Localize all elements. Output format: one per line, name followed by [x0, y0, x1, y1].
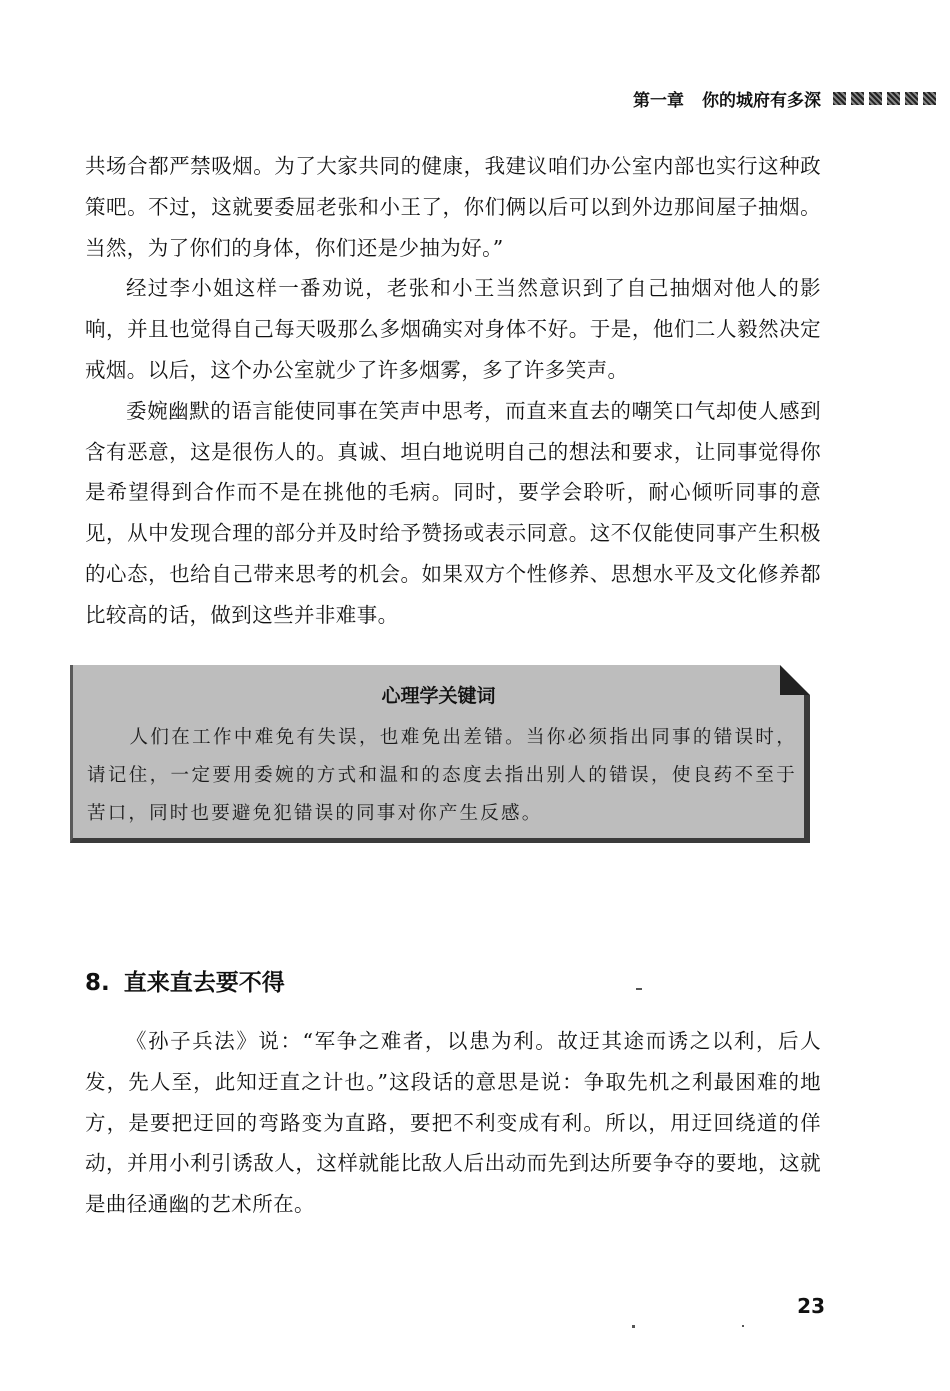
scan-speck	[742, 1325, 744, 1327]
paragraph: 《孙子兵法》说：“军争之难者，以患为利。故迂其途而诱之以利，后人发，先人至，此知迂直之计也。”这段话的意思是说：争取先机之利最困难的地方，是要把迂回的弯路变为直路，要把不利变成有利。所以，用迂回绕道的佯动，并用小利引诱敌人，这样就能比敌人后出动而先到达所要争夺的要地，这就是曲径通幽的艺术所在。	[85, 1029, 821, 1217]
chapter-label: 第一章	[633, 91, 684, 111]
keyword-box-title: 心理学关键词	[381, 685, 496, 707]
paragraph: 经过李小姐这样一番劝说，老张和小王当然意识到了自己抽烟对他人的影响，并且也觉得自己每天吸那么多烟确实对身体不好。于是，他们二人毅然决定戒烟。以后，这个办公室就少了许多烟雾，多了许多笑声。	[85, 276, 821, 382]
running-header	[633, 86, 936, 111]
section-number: 8.	[85, 970, 110, 996]
paragraph: 委婉幽默的语言能使同事在笑声中思考，而直来直去的嘲笑口气却使人感到含有恶意，这是很伤人的。真诚、坦白地说明自己的想法和要求，让同事觉得你是希望得到合作而不是在挑他的毛病。同时，要学会聆听，耐心倾听同事的意见，从中发现合理的部分并及时给予赞扬或表示同意。这不仅能使同事产生积极的心态，也给自己带来思考的机会。如果双方个性修养、思想水平及文化修养都比较高的话，做到这些并非难事。	[85, 398, 821, 627]
paragraph: 共场合都严禁吸烟。为了大家共同的健康，我建议咱们办公室内部也实行这种政策吧。不过，这就要委屈老张和小王了，你们俩以后可以到外边那间屋子抽烟。当然，为了你们的身体，你们还是少抽为好。”	[85, 154, 821, 260]
scan-speck	[632, 1325, 635, 1328]
body-text-block	[85, 1021, 821, 1225]
page-number: 23	[797, 1294, 825, 1318]
folded-corner	[780, 665, 810, 695]
scan-speck	[636, 988, 642, 990]
header-ornament	[833, 92, 936, 105]
psychology-keyword-box	[70, 665, 810, 843]
section-heading	[85, 964, 285, 997]
section-title: 直来直去要不得	[123, 970, 285, 996]
body-text-block	[85, 146, 821, 636]
chapter-title: 你的城府有多深	[702, 91, 821, 111]
keyword-box-body: 人们在工作中难免有失误，也难免出差错。当你必须指出同事的错误时，请记住，一定要用委婉的方式和温和的态度去指出别人的错误，使良药不至于苦口，同时也要避免犯错误的同事对你产生反感。	[87, 727, 797, 824]
